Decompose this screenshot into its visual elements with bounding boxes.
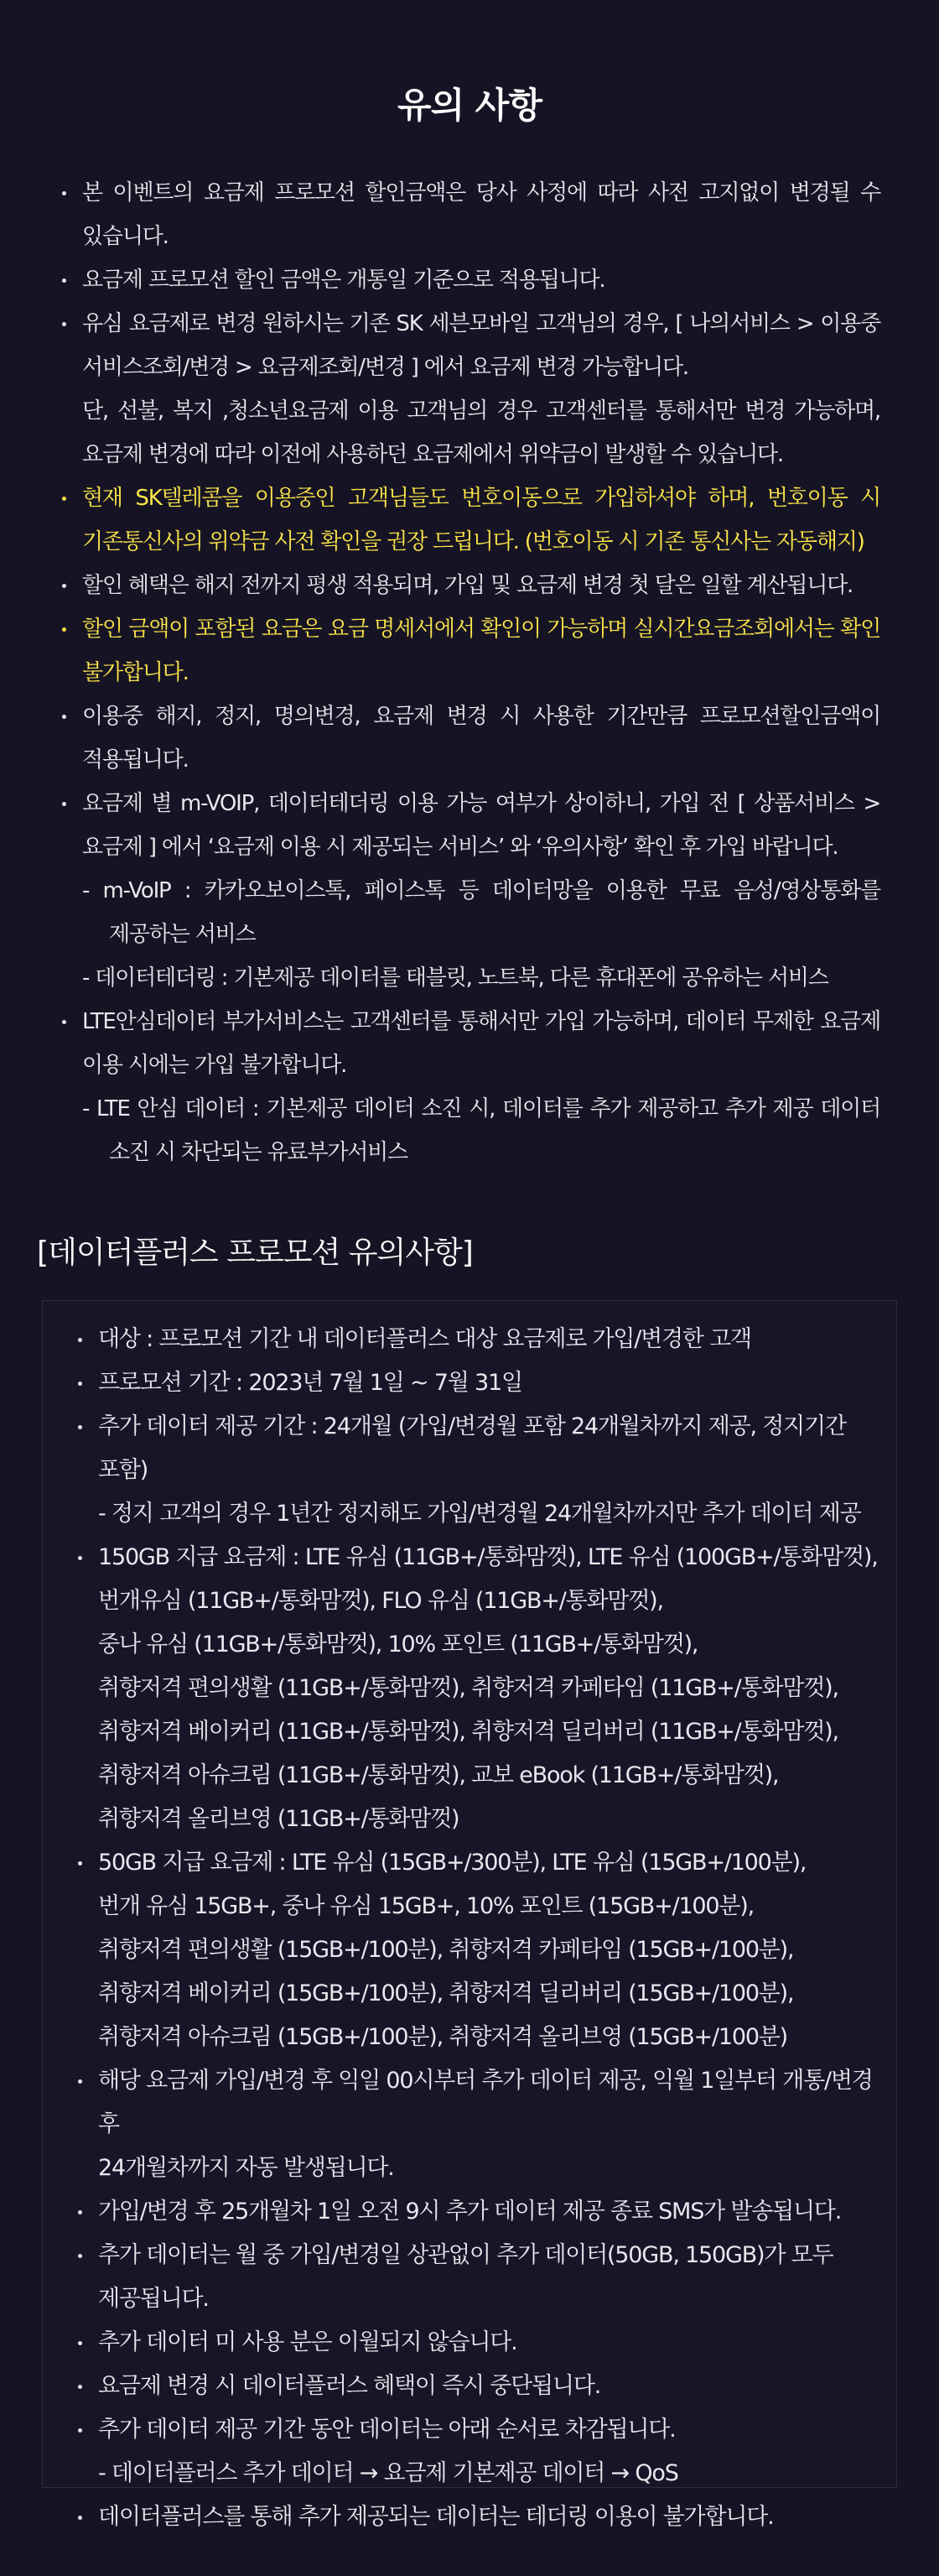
- page-title: 유의 사항: [397, 85, 542, 126]
- promo-item-line: 추가 데이터 미 사용 분은 이월되지 않습니다.: [98, 2329, 517, 2355]
- notice-item-7: [59, 695, 880, 782]
- promo-item-line: 요금제 변경 시 데이터플러스 혜택이 즉시 중단됩니다.: [98, 2373, 601, 2399]
- promo-item-line: 24개월차까지 자동 발생됩니다.: [98, 2155, 394, 2181]
- promo-item-line: 가입/변경 후 25개월차 1일 오전 9시 추가 데이터 제공 종료 SMS가 발송됩니다.: [98, 2199, 842, 2225]
- promo-item: [75, 2321, 879, 2365]
- promo-item-line: 50GB 지급 요금제 : LTE 유심 (15GB+/300분), LTE 유심 (15GB+/100분),: [98, 1850, 807, 1876]
- notice-extra: 단, 선불, 복지 ,청소년요금제 이용 고객님의 경우 고객센터를 통해서만 변경 가능하며, 요금제 변경에 따라 이전에 사용하던 요금제에서 위약금이 발생할 수 있습니다.: [82, 398, 880, 467]
- notice-item-8: [59, 782, 880, 1000]
- promo-item-line: 150GB 지급 요금제 : LTE 유심 (11GB+/통화맘껏), LTE 유심 (100GB+/통화맘껏),: [98, 1544, 878, 1570]
- notice-sub-lte-safe-data: - LTE 안심 데이터 : 기본제공 데이터 소진 시, 데이터를 추가 제공하고 추가 제공 데이터 소진 시 차단되는 유료부가서비스: [82, 1096, 880, 1165]
- notice-item-1: [59, 171, 880, 258]
- notice-text: 할인 금액이 포함된 요금은 요금 명세서에서 확인이 가능하며 실시간요금조회에서는 확인 불가합니다.: [82, 617, 880, 685]
- notice-text: 요금제 프로모션 할인 금액은 개통일 기준으로 적용됩니다.: [82, 268, 605, 293]
- promo-item-line: 취향저격 베이커리 (15GB+/100분), 취향저격 딜리버리 (15GB+/100분),: [98, 1980, 794, 2006]
- promo-item: [75, 2495, 879, 2539]
- notice-text: 할인 혜택은 해지 전까지 평생 적용되며, 가입 및 요금제 변경 첫 달은 일할 계산됩니다.: [82, 573, 853, 598]
- promo-item-line: 취향저격 올리브영 (11GB+/통화맘껏): [98, 1806, 459, 1832]
- notice-sub-tethering: - 데이터테더링 : 기본제공 데이터를 태블릿, 노트북, 다른 휴대폰에 공유하는 서비스: [82, 965, 828, 991]
- promo-item-line: 취향저격 아슈크림 (15GB+/100분), 취향저격 올리브영 (15GB+/100분): [98, 2024, 788, 2050]
- promo-item-line: 추가 데이터 제공 기간 동안 데이터는 아래 순서로 차감됩니다.: [98, 2417, 676, 2443]
- notice-item-5: [59, 564, 880, 607]
- promo-item-line: 추가 데이터 제공 기간 : 24개월 (가입/변경월 포함 24개월차까지 제공, 정지기간 포함): [98, 1413, 846, 1483]
- notice-item-6-highlight: [59, 607, 880, 695]
- promo-item: [75, 2190, 879, 2234]
- promo-item-line: 대상 : 프로모션 기간 내 데이터플러스 대상 요금제로 가입/변경한 고객: [98, 1326, 751, 1352]
- promo-item-line: 중나 유심 (11GB+/통화맘껏), 10% 포인트 (11GB+/통화맘껏),: [98, 1631, 698, 1657]
- promo-item: [75, 2234, 879, 2321]
- notice-sub-mvoip: - m-VoIP : 카카오보이스톡, 페이스톡 등 데이터망을 이용한 무료 음성/영상통화를 제공하는 서비스: [82, 878, 880, 947]
- promo-item-line: 제공됩니다.: [98, 2286, 209, 2312]
- promo-section-title: [데이터플러스 프로모션 유의사항]: [37, 1236, 473, 1270]
- notice-item-9: [59, 1000, 880, 1174]
- promo-item-line: 취향저격 아슈크림 (11GB+/통화맘껏), 교보 eBook (11GB+/통화맘껏),: [98, 1762, 779, 1788]
- promo-item: [75, 1405, 879, 1536]
- promo-item: [75, 2408, 879, 2495]
- notice-text: 본 이벤트의 요금제 프로모션 할인금액은 당사 사정에 따라 사전 고지없이 변경될 수 있습니다.: [82, 180, 880, 249]
- promo-list: [75, 1318, 879, 2539]
- promo-item-line: 취향저격 베이커리 (11GB+/통화맘껏), 취향저격 딜리버리 (11GB+/통화맘껏),: [98, 1719, 838, 1745]
- promo-item-line: 취향저격 편의생활 (15GB+/100분), 취향저격 카페타임 (15GB+/100분),: [98, 1937, 794, 1963]
- notice-text: LTE안심데이터 부가서비스는 고객센터를 통해서만 가입 가능하며, 데이터 무제한 요금제 이용 시에는 가입 불가합니다.: [82, 1009, 880, 1078]
- promo-item-line: 추가 데이터는 월 중 가입/변경일 상관없이 추가 데이터(50GB, 150GB)가 모두: [98, 2242, 833, 2268]
- promo-box: [42, 1300, 897, 2530]
- notice-list: [59, 171, 880, 1174]
- promo-item: [75, 1318, 879, 1361]
- notice-text: 현재 SK텔레콤을 이용중인 고객님들도 번호이동으로 가입하셔야 하며, 번호이동 시 기존통신사의 위약금 사전 확인을 권장 드립니다. (번호이동 시 기존 통신사는 자동해지): [82, 486, 880, 554]
- promo-item-line: - 정지 고객의 경우 1년간 정지해도 가입/변경월 24개월차까지만 추가 데이터 제공: [98, 1501, 861, 1527]
- promo-item: [75, 2059, 879, 2190]
- notice-text: 유심 요금제로 변경 원하시는 기존 SK 세븐모바일 고객님의 경우, [ 나의서비스 > 이용중 서비스조회/변경 > 요금제조회/변경 ] 에서 요금제 변경 가능합니다.: [82, 311, 880, 380]
- notice-text: 요금제 별 m-VOIP, 데이터테더링 이용 가능 여부가 상이하니, 가입 전 [ 상품서비스 > 요금제 ] 에서 ‘요금제 이용 시 제공되는 서비스’ 와 ‘유의사항’ 확인 후 가입 바랍니다.: [82, 791, 880, 860]
- notice-item-4-highlight: [59, 476, 880, 564]
- promo-item-line: 번개유심 (11GB+/통화맘껏), FLO 유심 (11GB+/통화맘껏),: [98, 1588, 663, 1614]
- notice-item-3: [59, 302, 880, 476]
- promo-item-line: 번개 유심 15GB+, 중나 유심 15GB+, 10% 포인트 (15GB+/100분),: [98, 1893, 754, 1919]
- promo-item-line: - 데이터플러스 추가 데이터 → 요금제 기본제공 데이터 → QoS: [98, 2460, 678, 2486]
- promo-item-line: 데이터플러스를 통해 추가 제공되는 데이터는 테더링 이용이 불가합니다.: [98, 2504, 774, 2530]
- promo-item: [75, 1841, 879, 2059]
- promo-item: [75, 1536, 879, 1841]
- notice-item-2: [59, 258, 880, 302]
- promo-item-line: 취향저격 편의생활 (11GB+/통화맘껏), 취향저격 카페타임 (11GB+/통화맘껏),: [98, 1675, 838, 1701]
- notice-text: 이용중 해지, 정지, 명의변경, 요금제 변경 시 사용한 기간만큼 프로모션할인금액이 적용됩니다.: [82, 704, 880, 773]
- promo-item: [75, 2365, 879, 2408]
- promo-item-line: 프로모션 기간 : 2023년 7월 1일 ~ 7월 31일: [98, 1370, 522, 1396]
- promo-item: [75, 1361, 879, 1405]
- promo-item-line: 해당 요금제 가입/변경 후 익일 00시부터 추가 데이터 제공, 익월 1일부터 개통/변경 후: [98, 2068, 873, 2137]
